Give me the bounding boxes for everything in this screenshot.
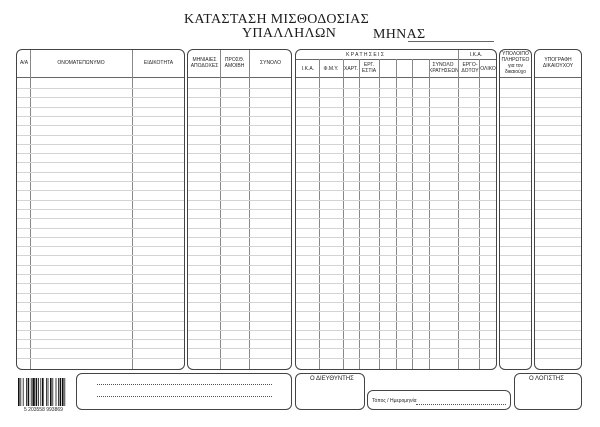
row-line [188, 97, 291, 98]
footer-director-box [295, 373, 365, 410]
place-date-label: Τόπος / Ημερομηνία [372, 398, 417, 404]
row-line [500, 302, 531, 303]
row-line [535, 218, 581, 219]
row-line [535, 311, 581, 312]
row-line [17, 237, 184, 238]
row-line [500, 209, 531, 210]
header-aa: Α/Α [19, 60, 29, 66]
row-line [188, 283, 291, 284]
row-line [188, 265, 291, 266]
row-line [535, 358, 581, 359]
row-line [535, 200, 581, 201]
row-line [535, 209, 581, 210]
row-line [17, 348, 184, 349]
row-line [535, 302, 581, 303]
row-line [535, 135, 581, 136]
row-line [535, 144, 581, 145]
row-line [17, 144, 184, 145]
row-line [500, 107, 531, 108]
row-line [500, 125, 531, 126]
row-line [188, 358, 291, 359]
footer-notes-box [76, 373, 292, 410]
row-line [17, 209, 184, 210]
row-line [535, 97, 581, 98]
row-line [17, 181, 184, 182]
row-line [500, 228, 531, 229]
row-line [500, 246, 531, 247]
row-line [296, 200, 496, 201]
row-line [500, 88, 531, 89]
row-line [500, 330, 531, 331]
row-line [17, 218, 184, 219]
row-line [535, 237, 581, 238]
row-line [500, 255, 531, 256]
row-line [188, 144, 291, 145]
row-line [17, 190, 184, 191]
header-olikio: ΟΛΙΚΟ [480, 66, 496, 72]
row-line [296, 339, 496, 340]
row-line [296, 321, 496, 322]
form-title-line1: ΚΑΤΑΣΤΑΣΗ ΜΙΣΘΟΔΟΣΙΑΣ [184, 12, 370, 27]
month-label: ΜΗΝΑΣ [373, 27, 426, 42]
row-line [17, 107, 184, 108]
row-line [296, 311, 496, 312]
row-line [500, 97, 531, 98]
row-line [500, 190, 531, 191]
row-line [500, 237, 531, 238]
row-line [296, 88, 496, 89]
row-line [188, 348, 291, 349]
row-line [500, 321, 531, 322]
row-line [296, 302, 496, 303]
row-line [17, 255, 184, 256]
row-line [500, 293, 531, 294]
row-line [535, 330, 581, 331]
row-line [500, 265, 531, 266]
row-line [500, 339, 531, 340]
row-line [188, 321, 291, 322]
row-line [500, 162, 531, 163]
row-line [500, 153, 531, 154]
row-line [188, 88, 291, 89]
row-line [17, 358, 184, 359]
row-line [535, 283, 581, 284]
row-line [535, 172, 581, 173]
row-line [296, 135, 496, 136]
row-line [296, 255, 496, 256]
month-field-line[interactable] [408, 41, 494, 42]
row-line [296, 330, 496, 331]
row-line [296, 228, 496, 229]
footer-place-date-box [367, 390, 511, 410]
row-line [296, 97, 496, 98]
row-line [535, 321, 581, 322]
row-line [188, 125, 291, 126]
row-line [17, 116, 184, 117]
row-line [17, 246, 184, 247]
row-line [500, 311, 531, 312]
row-line [296, 190, 496, 191]
row-line [296, 181, 496, 182]
form-title-line2: ΥΠΑΛΛΗΛΩΝ [242, 26, 337, 41]
row-line [535, 274, 581, 275]
header-ergostasia: ΕΡΓ. ΕΣΤΙΑ [361, 62, 377, 74]
row-line [535, 265, 581, 266]
row-line [188, 274, 291, 275]
header-extra-pay: ΠΡΟΣΘ. ΑΜΟΙΒΗ [224, 57, 245, 69]
row-line [535, 162, 581, 163]
row-line [17, 172, 184, 173]
header-specialty: ΕΙΔΙΚΟΤΗΤΑ [143, 60, 174, 66]
header-employer: ΕΡΓΟ- ΔΟΤΟΥ [461, 62, 479, 74]
row-line [535, 293, 581, 294]
row-line [535, 125, 581, 126]
row-line [188, 181, 291, 182]
row-line [535, 107, 581, 108]
header-name: ΟΝΟΜΑΤΕΠΩΝΥΜΟ [57, 60, 105, 66]
row-line [17, 311, 184, 312]
row-line [296, 265, 496, 266]
row-line [17, 321, 184, 322]
row-line [296, 218, 496, 219]
row-line [17, 283, 184, 284]
barcode-number: 5 203558 993869 [24, 407, 63, 413]
header-deductions: Κ Ρ Α Τ Η Σ Ε Ι Σ [346, 52, 384, 58]
row-line [17, 265, 184, 266]
row-line [500, 358, 531, 359]
row-line [17, 200, 184, 201]
header-ika-group: Ι.Κ.Α. [469, 52, 483, 58]
row-line [296, 144, 496, 145]
row-line [188, 162, 291, 163]
row-line [17, 339, 184, 340]
row-line [188, 293, 291, 294]
row-line [296, 107, 496, 108]
row-line [188, 228, 291, 229]
row-line [188, 116, 291, 117]
row-line [188, 237, 291, 238]
row-line [500, 144, 531, 145]
row-line [535, 246, 581, 247]
row-line [296, 283, 496, 284]
header-remaining: ΥΠΟΛΟΙΠΟ ΠΛΗΡΩΤΕΟ για τον δικαιούχο [501, 51, 530, 75]
row-line [188, 200, 291, 201]
row-line [535, 348, 581, 349]
row-line [17, 125, 184, 126]
row-line [500, 274, 531, 275]
row-line [188, 153, 291, 154]
row-line [296, 358, 496, 359]
row-line [535, 228, 581, 229]
row-line [296, 172, 496, 173]
row-line [17, 153, 184, 154]
row-line [17, 135, 184, 136]
header-fmy: Φ.Μ.Υ. [323, 66, 339, 72]
header-chart: ΧΑΡΤ. [344, 66, 358, 72]
row-line [535, 116, 581, 117]
row-line [500, 348, 531, 349]
row-line [535, 88, 581, 89]
row-line [296, 246, 496, 247]
row-line [17, 293, 184, 294]
row-line [500, 218, 531, 219]
row-line [188, 311, 291, 312]
row-line [296, 274, 496, 275]
row-line [500, 172, 531, 173]
row-line [17, 228, 184, 229]
row-line [500, 181, 531, 182]
row-line [188, 190, 291, 191]
accountant-label: Ο ΛΟΓΙΣΤΗΣ [529, 376, 564, 382]
row-line [188, 172, 291, 173]
row-line [500, 116, 531, 117]
row-line [535, 181, 581, 182]
row-line [17, 330, 184, 331]
row-line [188, 107, 291, 108]
row-line [17, 302, 184, 303]
row-line [535, 190, 581, 191]
row-line [17, 162, 184, 163]
row-line [188, 246, 291, 247]
header-total: ΣΥΝΟΛΟ [260, 60, 281, 66]
row-line [535, 339, 581, 340]
row-line [188, 302, 291, 303]
row-line [188, 330, 291, 331]
row-line [500, 200, 531, 201]
header-ika: Ι.Κ.Α. [301, 66, 315, 72]
footer-accountant-box [514, 373, 582, 410]
row-line [188, 339, 291, 340]
header-total-deductions: ΣΥΝΟΛΟ ΚΡΑΤΗΣΕΩΝ [429, 62, 459, 74]
header-monthly-pay: ΜΗΝΙΑΙΕΣ ΑΠΟΔΟΧΕΣ [190, 57, 219, 69]
row-line [296, 237, 496, 238]
row-line [296, 162, 496, 163]
row-line [17, 274, 184, 275]
row-line [296, 293, 496, 294]
director-label: Ο ΔΙΕΥΘΥΝΤΗΣ [310, 376, 354, 382]
row-line [535, 255, 581, 256]
row-line [500, 135, 531, 136]
row-line [188, 255, 291, 256]
row-line [188, 209, 291, 210]
row-line [296, 125, 496, 126]
row-line [188, 218, 291, 219]
row-line [296, 209, 496, 210]
row-line [296, 153, 496, 154]
row-line [535, 153, 581, 154]
row-line [17, 97, 184, 98]
row-line [17, 88, 184, 89]
header-signature: ΥΠΟΓΡΑΦΗ ΔΙΚΑΙΟΥΧΟΥ [542, 57, 574, 69]
row-line [296, 348, 496, 349]
row-line [500, 283, 531, 284]
row-line [296, 116, 496, 117]
row-line [188, 135, 291, 136]
